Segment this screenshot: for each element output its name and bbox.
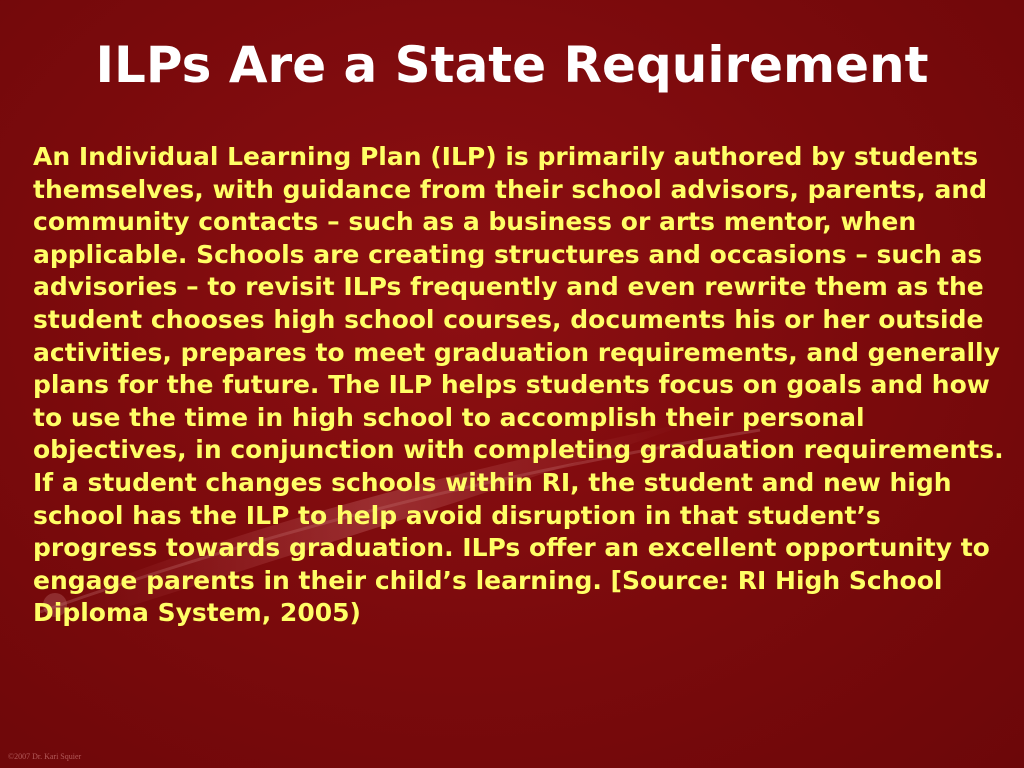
slide-title: ILPs Are a State Requirement bbox=[95, 36, 929, 94]
slide-body-text: An Individual Learning Plan (ILP) is primarily authored by students themselves, with guidance from their school advisors, parents, and community contacts – such as a business or arts mentor, when applicable. Schools are creating structures and occasions – such as advisories – to revisit ILPs frequently and even rewrite them as the student chooses high school courses, documents his or her outside activities, prepares to meet graduation requirements, and generally plans for the future. The ILP helps students focus on goals and how to use the time in high school to accomplish their personal objectives, in conjunction with completing graduation requirements. If a student changes schools within RI, the student and new high school has the ILP to help avoid disruption in that student’s progress towards graduation. ILPs offer an excellent opportunity to engage parents in their child’s learning. [Source: RI High School Diploma System, 2005) bbox=[33, 142, 1004, 628]
copyright-footer: ©2007 Dr. Kari Squier bbox=[8, 752, 82, 761]
